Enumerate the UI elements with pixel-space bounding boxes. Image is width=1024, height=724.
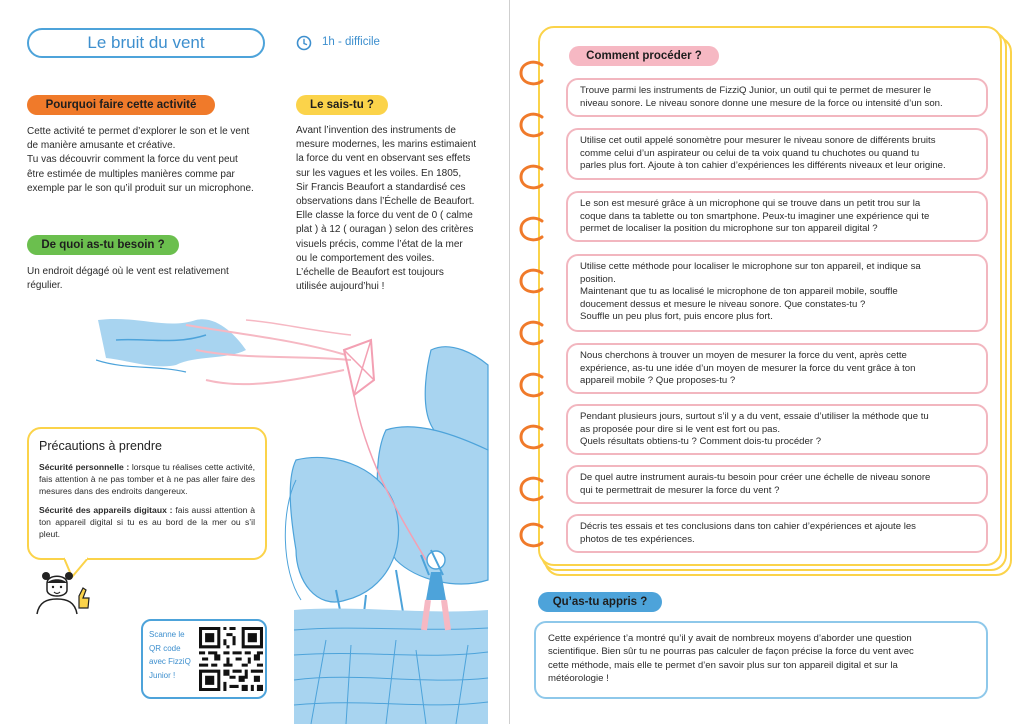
why-heading: Pourquoi faire cette activité: [27, 95, 215, 115]
precautions-box: [27, 427, 267, 560]
left-page: [0, 0, 508, 724]
needs-heading: De quoi as-tu besoin ?: [27, 235, 179, 255]
procedure-step: Pendant plusieurs jours, surtout s’il y a du vent, essaie d’utiliser la méthode que tu as proposée pour dire si le vent est fort ou pas. Quels résultats obtiens-tu ? Comment dois-tu procéder ?: [566, 404, 988, 455]
spiral-ring-icon: [516, 370, 546, 400]
precautions-heading: Précautions à prendre: [39, 439, 162, 453]
procedure-heading: Comment procéder ?: [569, 46, 719, 66]
precautions-devices-text: fais aussi attention à ton appareil digital si tu es au bord de la mer ou s’il pleut.: [39, 504, 255, 540]
why-text: Cette activité te permet d’explorer le son et le vent de manière amusante et créative. Tu vas découvrir comment la force du vent peut être estimée de multiples manières comme par exemple par le son qu’il produit sur un microphone.: [27, 126, 254, 194]
qr-box: [141, 619, 267, 699]
spiral-ring-icon: [516, 214, 546, 244]
know-heading: Le sais-tu ?: [296, 95, 388, 115]
precautions-personal-label: Sécurité personnelle :: [39, 462, 130, 472]
learned-text: Cette expérience t’a montré qu’il y avait de nombreux moyens d’aborder une question scientifique. Bien sûr tu ne pourras pas calculer de façon précise la force du vent avec cette méthode, mais elle te permet d’en savoir plus sur ton appareil digital et sur la météorologie !: [548, 633, 914, 685]
spiral-ring-icon: [516, 58, 546, 88]
learned-box: [534, 621, 988, 699]
spiral-ring-icon: [516, 474, 546, 504]
precautions-personal: [39, 461, 255, 498]
procedure-step: Utilise cet outil appelé sonomètre pour mesurer le niveau sonore de différents bruits comme celui d’un aspirateur ou celui de ta voix quand tu chuchotes ou quand tu parles plus fort. Ajoute à ton cahier d’expériences les différents niveaux et leur origine.: [566, 128, 988, 180]
duration-label: 1h - difficile: [322, 36, 380, 48]
procedure-step: Décris tes essais et tes conclusions dans ton cahier d’expériences et ajoute les photos de tes expériences.: [566, 514, 988, 553]
page-title: Le bruit du vent: [27, 28, 265, 58]
learned-heading: Qu’as-tu appris ?: [538, 592, 662, 612]
procedure-step: Nous cherchons à trouver un moyen de mesurer la force du vent, après cette expérience, as-tu une idée d’un moyen de mesurer la force du vent grâce à ton appareil mobile ? Que proposes-tu ?: [566, 343, 988, 394]
procedure-step: Trouve parmi les instruments de FizziQ Junior, un outil qui te permet de mesurer le niveau sonore. Le niveau sonore donne une mesure de la force ou intensité d’un son.: [566, 78, 988, 117]
know-text: Avant l’invention des instruments de mesure modernes, les marins estimaient la force du vent en observant ses effets sur les vagues et les voiles. En 1805, Sir Francis Beaufort a standardisé ces observations dans l’Échelle de Beaufort. Elle classe la force du vent de 0 ( calme plat ) à 12 ( ouragan ) selon des critères visuels précis, comme l’état de la mer ou le comportement des voiles. L’échelle de Beaufort est toujours utilisée aujourd’hui !: [296, 125, 477, 293]
precautions-personal-text: lorsque tu réalises cette activité, fais attention à ne pas tomber et à ne pas aller faire des mesures dans des endroits dangereux.: [39, 462, 255, 497]
page-fold: [509, 0, 510, 724]
spiral-ring-icon: [516, 422, 546, 452]
precautions-devices-label: Sécurité des appareils digitaux :: [39, 504, 173, 515]
procedure-step: Utilise cette méthode pour localiser le microphone sur ton appareil, et indique sa position. Maintenant que tu as localisé le microphone de ton appareil mobile, souffle doucement dessus et mesure le niveau sonore. Que constates-tu ? Souffle un peu plus fort, puis encore plus fort.: [566, 254, 988, 332]
spiral-ring-icon: [516, 266, 546, 296]
spiral-ring-icon: [516, 110, 546, 140]
clock-icon: [296, 35, 312, 51]
girl-avatar-icon: [33, 566, 95, 616]
precautions-devices: [39, 504, 255, 541]
spiral-ring-icon: [516, 318, 546, 348]
needs-text: Un endroit dégagé où le vent est relativement régulier.: [27, 266, 229, 292]
spiral-ring-icon: [516, 162, 546, 192]
procedure-step: Le son est mesuré grâce à un microphone qui se trouve dans un petit trou sur la coque dans ta tablette ou ton smartphone. Peux-tu imaginer une expérience qui te permet de localiser la position du microphone sur ton appareil digital ?: [566, 191, 988, 242]
qr-code-icon[interactable]: [199, 627, 263, 691]
qr-caption: Scanne le QR code avec FizziQ Junior !: [149, 630, 191, 680]
spiral-ring-icon: [516, 520, 546, 550]
procedure-step: De quel autre instrument aurais-tu besoin pour créer une échelle de niveau sonore qui te permettrait de mesurer la force du vent ?: [566, 465, 988, 504]
